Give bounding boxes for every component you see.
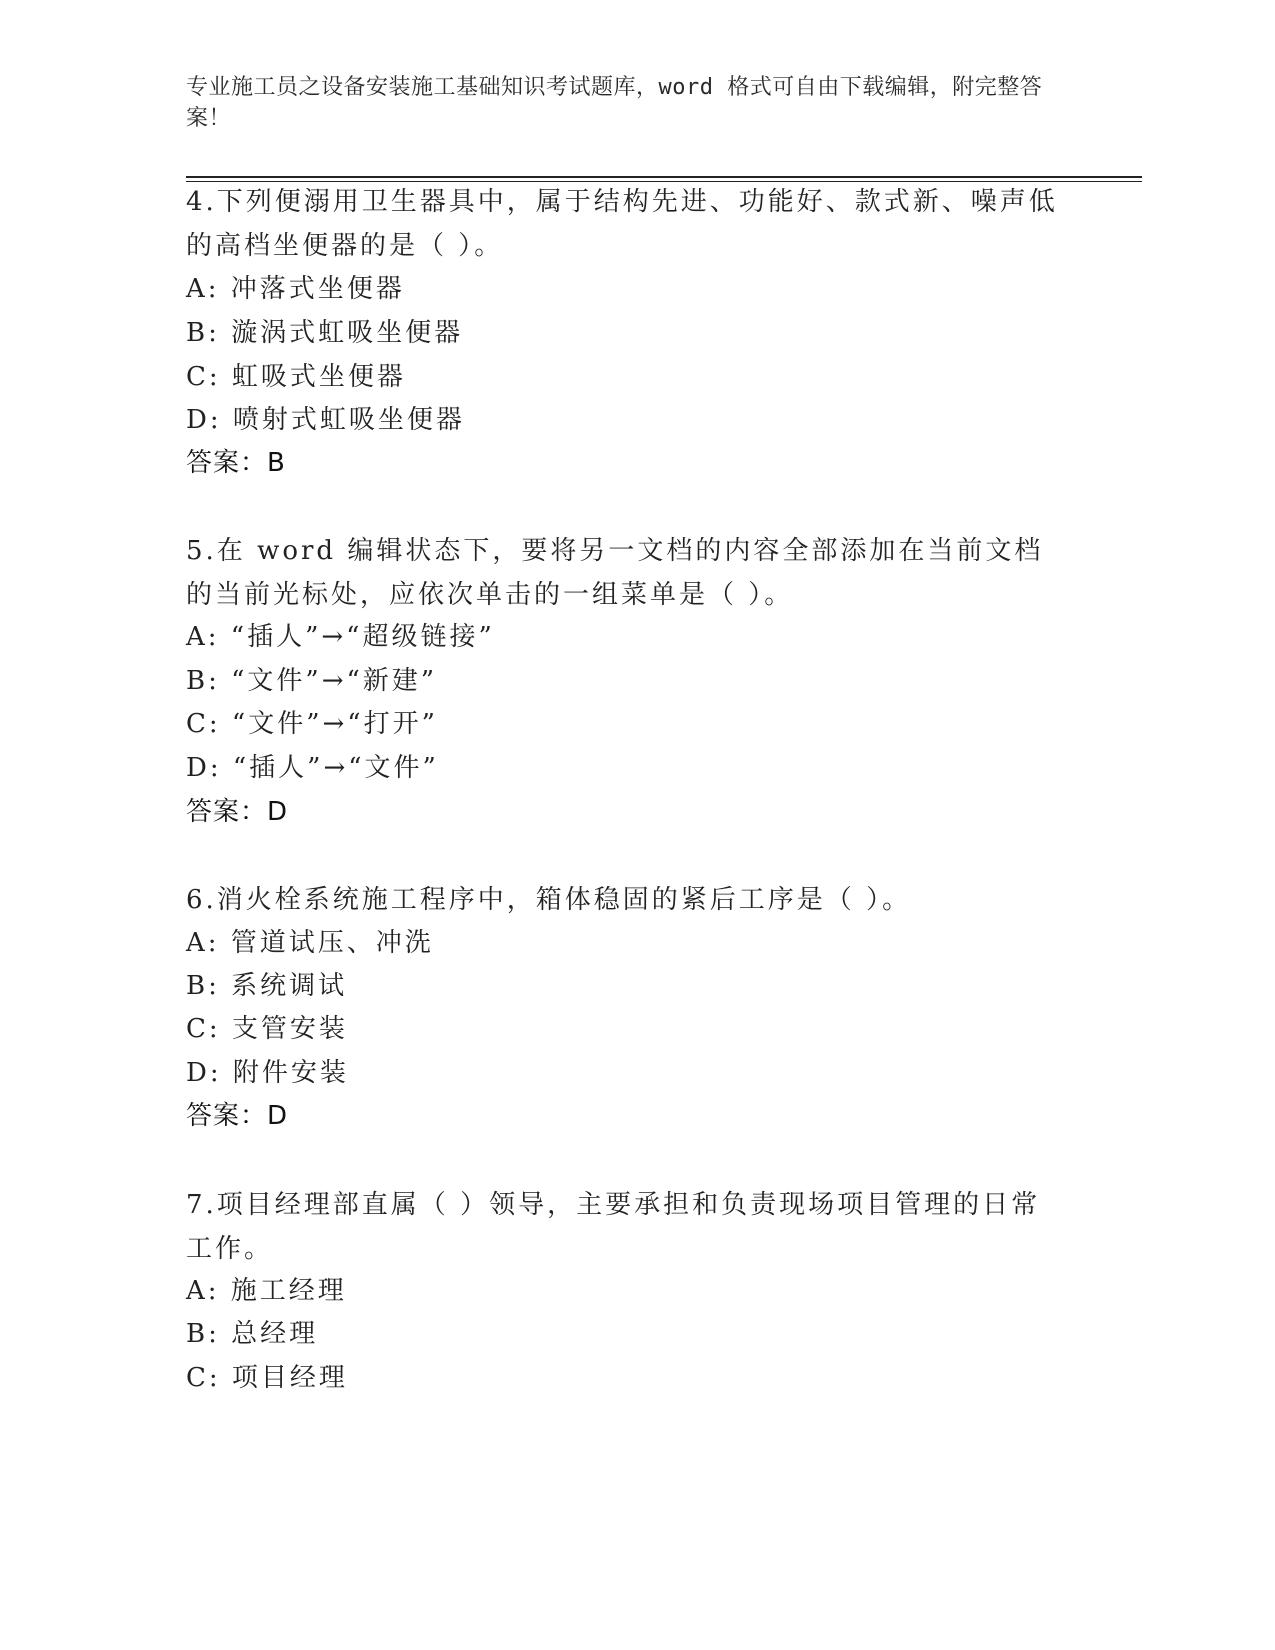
question-6-option-b: B: 系统调试	[186, 971, 348, 1001]
question-6-option-a: A: 管道试压、冲洗	[186, 928, 434, 958]
question-4-option-b: B: 漩涡式虹吸坐便器	[186, 318, 464, 348]
question-5-answer: 答案：D	[186, 797, 289, 827]
question-5-option-a: A: “插人”→“超级链接”	[186, 622, 495, 652]
question-6-option-c: C: 支管安装	[186, 1014, 348, 1044]
question-5-option-b: B: “文件”→“新建”	[186, 666, 438, 696]
document-header-note: 专业施工员之设备安装施工基础知识考试题库，word 格式可自由下载编辑，附完整答案！	[186, 75, 1043, 131]
header-divider-thick	[186, 176, 1142, 178]
question-5-option-d: D: “插人”→“文件”	[186, 753, 439, 783]
question-7-stem: 7.项目经理部直属（ ）领导，主要承担和负责现场项目管理的日常工作。	[186, 1190, 1041, 1264]
question-4-stem: 4.下列便溺用卫生器具中，属于结构先进、功能好、款式新、噪声低的高档坐便器的是（ ）。	[186, 187, 1058, 261]
question-4-option-c: C: 虹吸式坐便器	[186, 362, 406, 392]
question-4-answer: 答案：B	[186, 448, 286, 478]
question-5-option-c: C: “文件”→“打开”	[186, 709, 438, 739]
question-6-answer: 答案：D	[186, 1101, 289, 1131]
question-6-stem: 6.消火栓系统施工程序中，箱体稳固的紧后工序是（ ）。	[186, 885, 912, 915]
question-4-option-a: A: 冲落式坐便器	[186, 274, 405, 304]
question-4-option-d: D: 喷射式虹吸坐便器	[186, 405, 465, 435]
question-7-option-a: A: 施工经理	[186, 1276, 347, 1306]
question-6-option-d: D: 附件安装	[186, 1058, 349, 1088]
question-7-option-b: B: 总经理	[186, 1319, 319, 1349]
question-7-option-c: C: 项目经理	[186, 1363, 348, 1393]
question-5-stem: 5.在 word 编辑状态下，要将另一文档的内容全部添加在当前文档的当前光标处，应依次单击的一组菜单是（ ）。	[186, 536, 1044, 610]
